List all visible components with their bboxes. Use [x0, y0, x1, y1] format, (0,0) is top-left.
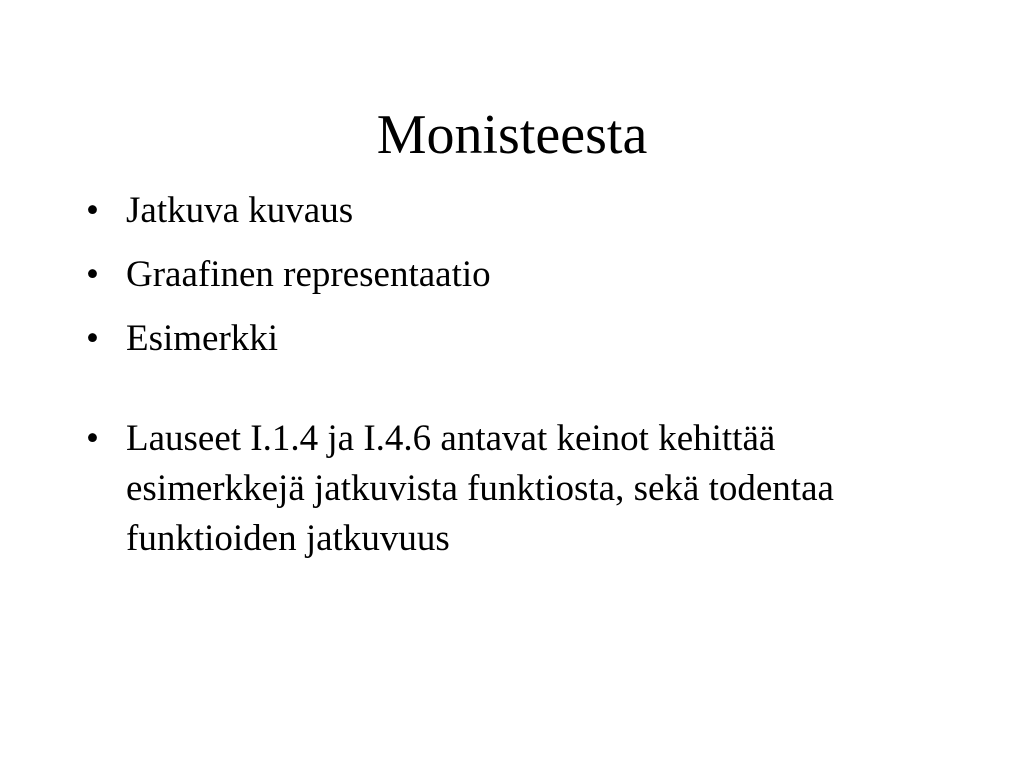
- bullet-item: [86, 186, 946, 236]
- bullet-list: [86, 186, 946, 578]
- slide-title: Monisteesta: [376, 104, 648, 166]
- bullet-text: Lauseet I.1.4 ja I.4.6 antavat keinot kehittää esimerkkejä jatkuvista funktiosta, sekä todentaa funktioiden jatkuvuus: [126, 418, 834, 559]
- bullet-text: Jatkuva kuvaus: [126, 190, 354, 231]
- bullet-item: [86, 250, 946, 300]
- bullet-text: Graafinen representaatio: [126, 254, 491, 295]
- bullet-item: [86, 314, 946, 364]
- bullet-marker: •: [86, 318, 99, 359]
- bullet-item: [86, 414, 946, 564]
- bullet-marker: •: [86, 418, 99, 459]
- bullet-marker: •: [86, 190, 99, 231]
- bullet-text: Esimerkki: [126, 318, 279, 359]
- bullet-marker: •: [86, 254, 99, 295]
